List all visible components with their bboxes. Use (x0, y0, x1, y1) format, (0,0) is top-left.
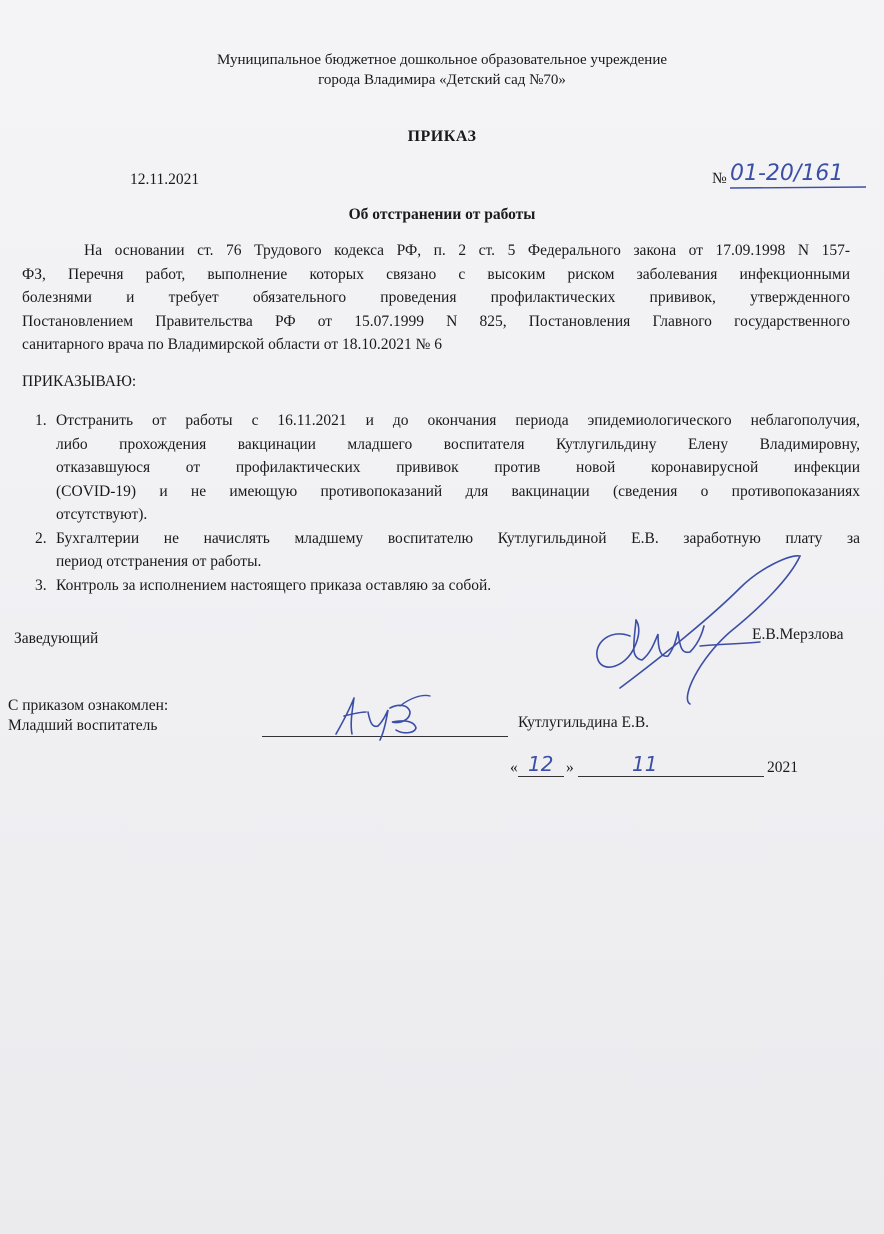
item-line: отказавшуюся от профилактических прививок против новой коронавирусной инфекции (56, 459, 860, 476)
acknowledgement-label: С приказом ознакомлен: (8, 697, 169, 714)
head-position: Заведующий (14, 630, 99, 647)
ack-day-handwritten: 12 (528, 752, 554, 776)
employee-name: Кутлугильдина Е.В. (518, 714, 650, 731)
document-title: ПРИКАЗ (407, 128, 477, 145)
preamble-line: санитарного врача по Владимирской области от 18.10.2021 № 6 (22, 336, 443, 353)
org-line-2: города Владимира «Детский сад №70» (318, 72, 566, 88)
item-line: либо прохождения вакцинации младшего воспитателя Кутлугильдину Елену Владимировну, (56, 435, 860, 453)
document-date: 12.11.2021 (130, 171, 200, 188)
number-underline (730, 186, 866, 190)
preamble-line: На основании ст. 76 Трудового кодекса РФ, п. 2 ст. 5 Федерального закона от 17.09.1998 N 157- (84, 242, 850, 259)
item-number: 2. (35, 529, 47, 547)
document-number-handwritten: 01-20/161 (730, 161, 844, 186)
preamble-line: ФЗ, Перечня работ, выполнение которых связано с высоким риском заболевания инфекционными (22, 265, 850, 283)
item-line: Бухгалтерии не начислять младшему воспитателю Кутлугильдиной Е.В. заработную плату за (56, 529, 860, 547)
ack-year: 2021 (767, 759, 798, 776)
preamble (22, 239, 850, 357)
date-quote-open: « (510, 759, 518, 776)
organization-header (0, 50, 884, 90)
document-number-label: № (712, 170, 727, 187)
item-number: 1. (35, 412, 47, 429)
item-line: период отстранения от работы. (56, 553, 262, 570)
item-line: (COVID-19) и не имеющую противопоказаний для вакцинации (сведения о противопоказаниях (56, 482, 860, 500)
document-subject: Об отстранении от работы (348, 206, 536, 223)
head-name: Е.В.Мерзлова (752, 626, 844, 643)
org-line-1: Муниципальное бюджетное дошкольное образовательное учреждение (217, 52, 667, 68)
preamble-line: Постановлением Правительства РФ от 15.07.1999 N 825, Постановления Главного государственного (22, 312, 850, 330)
item-line: Отстранить от работы с 16.11.2021 и до окончания периода эпидемиологического неблагополучия, (56, 412, 860, 429)
employee-signature (330, 690, 434, 742)
item-line: Контроль за исполнением настоящего приказа оставляю за собой. (56, 576, 492, 594)
preamble-line: болезнями и требует обязательного проведения профилактических прививок, утвержденного (22, 289, 850, 306)
item-line: отсутствуют). (56, 506, 148, 523)
day-underline (518, 776, 564, 777)
month-underline (578, 776, 764, 777)
date-quote-close: » (566, 759, 574, 776)
item-number: 3. (35, 576, 47, 594)
ack-month-handwritten: 11 (632, 752, 658, 776)
order-item-1 (30, 409, 860, 527)
order-word: ПРИКАЗЫВАЮ: (22, 373, 137, 390)
employee-position: Младший воспитатель (8, 717, 158, 734)
